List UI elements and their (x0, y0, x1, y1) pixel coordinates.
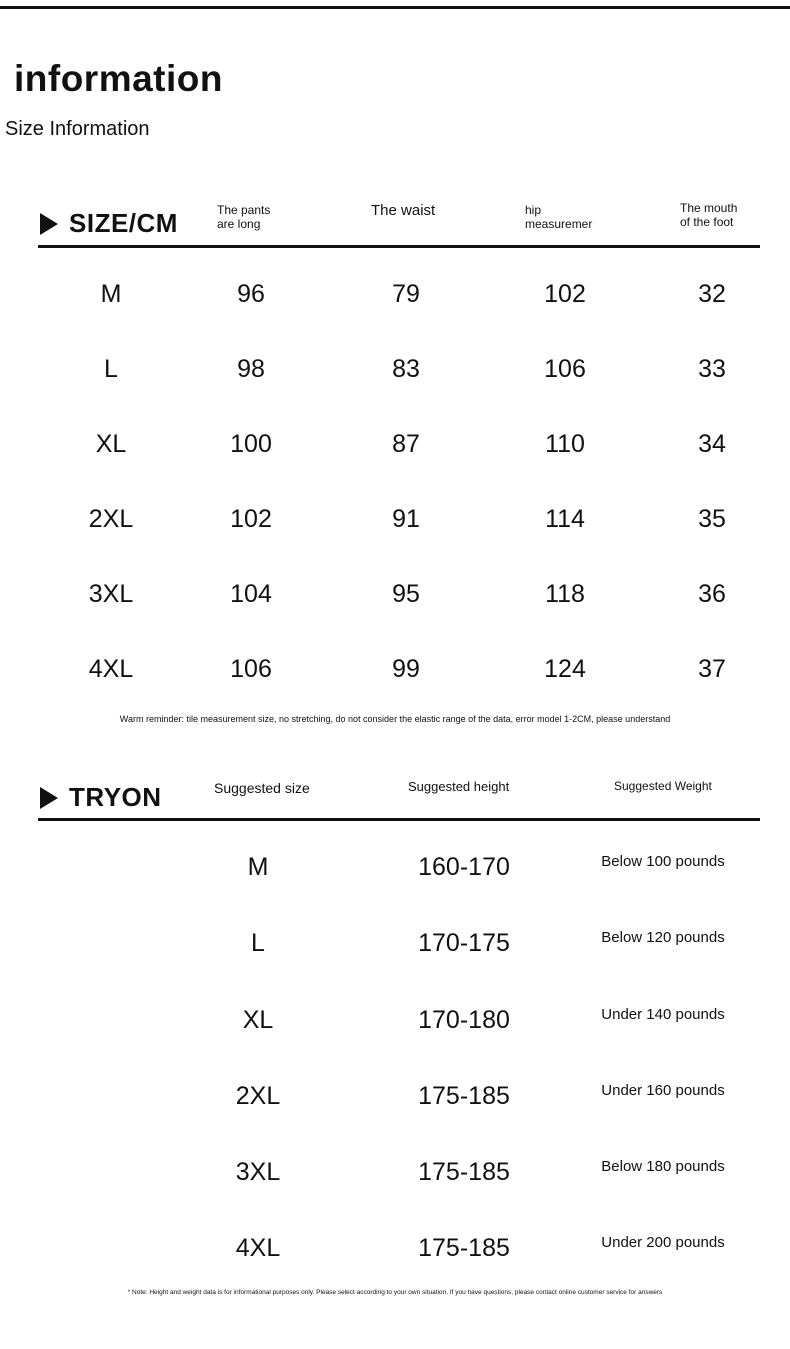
size-section-label: SIZE/CM (69, 208, 178, 238)
top-divider (0, 6, 790, 9)
tryon-cell-height: 175-185 (418, 1234, 510, 1262)
tryon-cell-weight: Below 100 pounds (601, 853, 725, 870)
tryon-cell-size: M (247, 853, 269, 881)
size-cell-hip: 106 (544, 355, 586, 383)
tryon-cell-size: 2XL (235, 1082, 281, 1110)
size-cell-size: 3XL (88, 580, 134, 608)
size-cell-hip: 110 (545, 430, 585, 458)
page-subtitle: Size Information (5, 118, 150, 140)
size-cell-foot: 35 (698, 505, 726, 533)
size-table-rule (38, 245, 760, 248)
tryon-cell-height: 160-170 (418, 853, 510, 881)
play-triangle-icon (40, 787, 58, 809)
tryon-cell-weight: Below 120 pounds (601, 929, 725, 946)
tryon-cell-size: 4XL (235, 1234, 281, 1262)
size-cell-waist: 83 (392, 355, 420, 383)
size-cell-pants: 98 (237, 355, 265, 383)
header-suggested-weight: Suggested Weight (614, 779, 712, 793)
size-cell-waist: 91 (392, 505, 420, 533)
size-cell-hip: 102 (544, 280, 586, 308)
size-cell-pants: 100 (230, 430, 272, 458)
tryon-cell-height: 170-175 (418, 929, 510, 957)
size-cell-pants: 106 (230, 655, 272, 683)
size-cell-hip: 124 (544, 655, 586, 683)
size-cell-waist: 99 (392, 655, 420, 683)
size-cell-foot: 33 (698, 355, 726, 383)
size-cell-pants: 96 (237, 280, 265, 308)
tryon-cell-size: 3XL (235, 1158, 281, 1186)
header-suggested-height: Suggested height (408, 779, 510, 794)
tryon-cell-height: 175-185 (418, 1158, 510, 1186)
size-cell-waist: 79 (392, 280, 420, 308)
tryon-cell-size: L (251, 929, 265, 957)
header-pants-long: The pants are long (217, 203, 271, 231)
tryon-note: * Note: Height and weight data is for informational purposes only. Please select according to your own situation. If you have questions, please contact online customer service for answers (127, 1289, 663, 1296)
page-title: information (14, 58, 223, 99)
size-cell-pants: 104 (230, 580, 272, 608)
size-note: Warm reminder: tile measurement size, no stretching, do not consider the elastic range of the data, error model 1-2CM, please understand (119, 714, 671, 724)
size-cell-size: L (104, 355, 118, 383)
tryon-table-rule (38, 818, 760, 821)
size-cell-foot: 34 (698, 430, 726, 458)
size-cell-pants: 102 (230, 505, 272, 533)
play-triangle-icon (40, 213, 58, 235)
size-cell-size: 4XL (88, 655, 134, 683)
tryon-cell-height: 170-180 (418, 1006, 510, 1034)
header-hip: hip measuremer (525, 203, 593, 231)
tryon-section-title (40, 782, 162, 813)
size-cell-waist: 95 (392, 580, 420, 608)
tryon-cell-weight: Below 180 pounds (601, 1158, 725, 1175)
header-suggested-size: Suggested size (214, 780, 310, 796)
size-cell-size: 2XL (88, 505, 134, 533)
size-cell-foot: 32 (698, 280, 726, 308)
tryon-cell-weight: Under 160 pounds (601, 1082, 725, 1099)
size-cell-foot: 37 (698, 655, 726, 683)
size-cell-hip: 114 (545, 505, 585, 533)
header-foot: The mouth of the foot (680, 201, 738, 229)
size-cell-waist: 87 (392, 430, 420, 458)
tryon-cell-height: 175-185 (418, 1082, 510, 1110)
size-section-title (40, 208, 178, 239)
size-cell-foot: 36 (698, 580, 726, 608)
tryon-section-label: TRYON (69, 782, 162, 812)
size-cell-hip: 118 (545, 580, 585, 608)
size-cell-size: XL (95, 430, 127, 458)
header-waist: The waist (371, 202, 436, 219)
tryon-cell-weight: Under 200 pounds (601, 1234, 725, 1251)
tryon-cell-weight: Under 140 pounds (601, 1006, 725, 1023)
tryon-cell-size: XL (242, 1006, 274, 1034)
size-cell-size: M (100, 280, 122, 308)
